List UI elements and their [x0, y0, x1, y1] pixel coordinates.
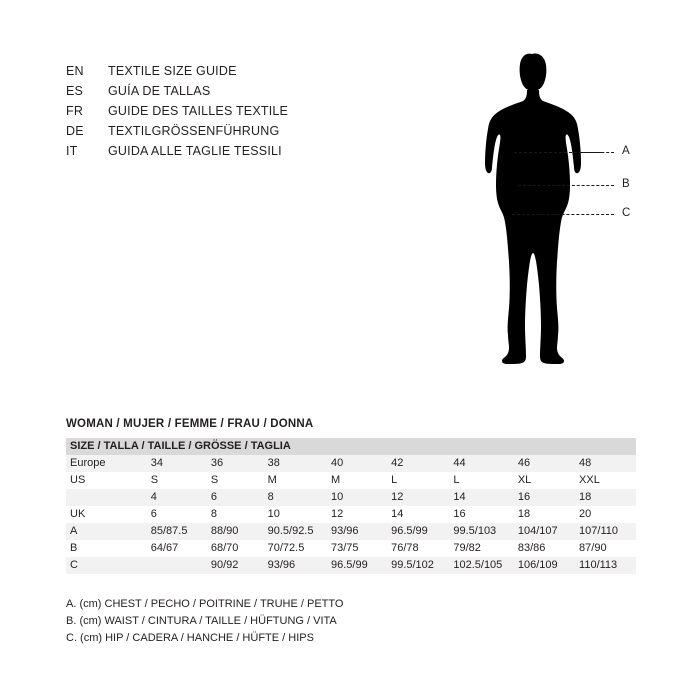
cell: 18: [514, 506, 575, 523]
cell: 70/72.5: [264, 540, 327, 557]
cell: 102.5/105: [449, 557, 513, 574]
cell: 48: [575, 455, 636, 472]
measure-label-c: C: [622, 207, 631, 219]
cell: 68/70: [207, 540, 264, 557]
cell: 79/82: [449, 540, 513, 557]
cell: L: [449, 472, 513, 489]
cell: 87/90: [575, 540, 636, 557]
table-row-size-header: [66, 438, 636, 455]
cell: 44: [449, 455, 513, 472]
cell: 4: [147, 489, 207, 506]
cell: 104/107: [514, 523, 575, 540]
cell: XXL: [575, 472, 636, 489]
cell: 110/113: [575, 557, 636, 574]
language-code: EN: [66, 64, 84, 78]
measure-label-a: A: [622, 145, 630, 157]
cell: 36: [207, 455, 264, 472]
cell: 16: [449, 506, 513, 523]
cell: 99.5/102: [387, 557, 449, 574]
cell: 64/67: [147, 540, 207, 557]
cell: 10: [327, 489, 387, 506]
cell: 8: [264, 489, 327, 506]
size-header-cell: SIZE / TALLA / TAILLE / GRÖSSE / TAGLIA: [66, 438, 636, 455]
cell: S: [147, 472, 207, 489]
cell: 42: [387, 455, 449, 472]
language-title-block: [66, 64, 386, 164]
figure-area: [470, 52, 650, 432]
table-row: [66, 472, 636, 489]
table-row: [66, 523, 636, 540]
cell: 14: [387, 506, 449, 523]
row-label: B: [66, 540, 147, 557]
cell: M: [264, 472, 327, 489]
cell: 18: [575, 489, 636, 506]
language-row: [66, 84, 386, 104]
cell: 99.5/103: [449, 523, 513, 540]
cell: 6: [207, 489, 264, 506]
measure-line-c: [512, 214, 614, 215]
language-row: [66, 124, 386, 144]
cell: 8: [207, 506, 264, 523]
cell: 46: [514, 455, 575, 472]
measure-label-b: B: [622, 178, 630, 190]
cell: 12: [387, 489, 449, 506]
cell: 73/75: [327, 540, 387, 557]
language-title: TEXTILE SIZE GUIDE: [108, 64, 237, 78]
cell: 38: [264, 455, 327, 472]
row-label: C: [66, 557, 147, 574]
cell: 16: [514, 489, 575, 506]
table-group-title: WOMAN / MUJER / FEMME / FRAU / DONNA: [66, 418, 314, 430]
row-label: UK: [66, 506, 147, 523]
cell: 88/90: [207, 523, 264, 540]
cell: 106/109: [514, 557, 575, 574]
table-row: [66, 557, 636, 574]
table-row: [66, 540, 636, 557]
language-title: GUIDE DES TAILLES TEXTILE: [108, 104, 289, 118]
cell: 12: [327, 506, 387, 523]
cell: 20: [575, 506, 636, 523]
language-row: [66, 144, 386, 164]
legend-item-b: B. (cm) WAIST / CINTURA / TAILLE / HÜFTUNG / VITA: [66, 615, 337, 627]
language-code: IT: [66, 144, 78, 158]
row-label: US: [66, 472, 147, 489]
cell: 96.5/99: [327, 557, 387, 574]
measure-line-b: [518, 185, 614, 186]
cell: 10: [264, 506, 327, 523]
language-code: DE: [66, 124, 84, 138]
row-label: A: [66, 523, 147, 540]
cell: S: [207, 472, 264, 489]
language-title: TEXTILGRÖSSENFÜHRUNG: [108, 124, 280, 138]
cell: 93/96: [327, 523, 387, 540]
cell: 107/110: [575, 523, 636, 540]
legend-item-a: A. (cm) CHEST / PECHO / POITRINE / TRUHE / PETTO: [66, 598, 344, 610]
table-row: [66, 455, 636, 472]
cell: 34: [147, 455, 207, 472]
cell: 83/86: [514, 540, 575, 557]
size-table: [66, 438, 636, 574]
language-row: [66, 104, 386, 124]
female-body-silhouette-icon: [470, 52, 650, 432]
cell: 85/87.5: [147, 523, 207, 540]
language-code: ES: [66, 84, 84, 98]
table-row: [66, 489, 636, 506]
cell: 96.5/99: [387, 523, 449, 540]
cell: 90/92: [207, 557, 264, 574]
language-title: GUÍA DE TALLAS: [108, 84, 211, 98]
cell: 93/96: [264, 557, 327, 574]
language-title: GUIDA ALLE TAGLIE TESSILI: [108, 144, 282, 158]
cell: 40: [327, 455, 387, 472]
row-label: Europe: [66, 455, 147, 472]
row-label: [66, 489, 147, 506]
cell: 14: [449, 489, 513, 506]
cell: [147, 557, 207, 574]
cell: M: [327, 472, 387, 489]
cell: 6: [147, 506, 207, 523]
measurement-legend: [66, 596, 343, 647]
cell: 90.5/92.5: [264, 523, 327, 540]
table-row: [66, 506, 636, 523]
cell: L: [387, 472, 449, 489]
language-row: [66, 64, 386, 84]
cell: 76/78: [387, 540, 449, 557]
legend-item-c: C. (cm) HIP / CADERA / HANCHE / HÜFTE / HIPS: [66, 632, 314, 644]
measure-line-a-extend: [582, 152, 614, 153]
language-code: FR: [66, 104, 84, 118]
cell: XL: [514, 472, 575, 489]
